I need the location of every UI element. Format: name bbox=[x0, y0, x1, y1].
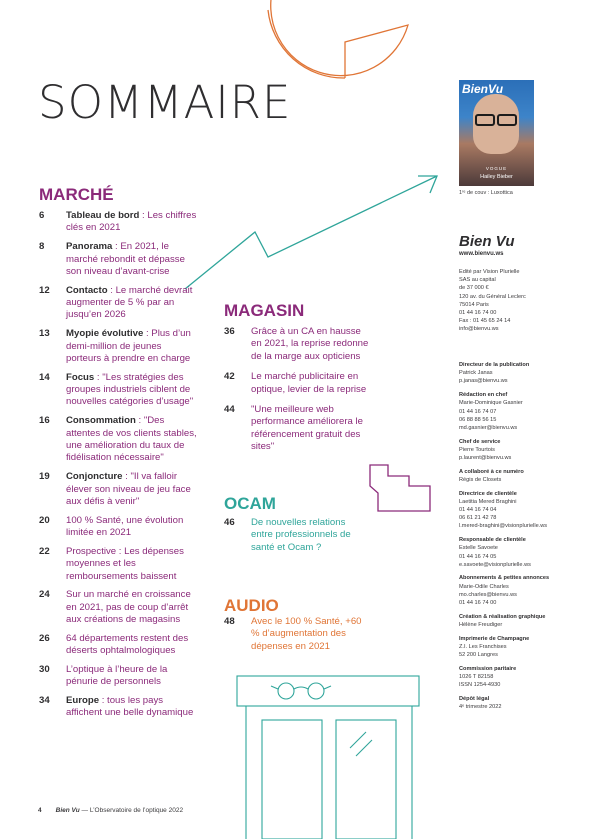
credit-block bbox=[459, 574, 584, 607]
publisher-line: Edité par Vision Plurielle bbox=[459, 269, 520, 275]
toc-entry bbox=[39, 241, 199, 278]
credit-line: 01 44 16 74 07 bbox=[459, 408, 497, 415]
toc-entry bbox=[39, 415, 199, 465]
credit-line: 06 88 88 56 15 bbox=[459, 416, 497, 423]
toc-entry bbox=[39, 633, 199, 658]
credit-heading: Responsable de clientèle bbox=[459, 537, 526, 544]
toc-entry-text: L’optique à l’heure de la pénurie de personnels bbox=[66, 663, 168, 688]
shop-front-illustration bbox=[237, 676, 419, 839]
credit-heading: Abonnements & petites annonces bbox=[459, 575, 550, 582]
toc-entry bbox=[224, 371, 374, 396]
toc-page-number: 26 bbox=[39, 632, 50, 644]
credit-line: Régis de Closets bbox=[459, 476, 502, 483]
marche-toc bbox=[39, 210, 199, 726]
toc-page-number: 48 bbox=[224, 616, 235, 627]
green-trend-arrow bbox=[185, 176, 437, 289]
toc-entry-keyword: Europe bbox=[66, 694, 100, 706]
toc-page-number: 16 bbox=[39, 415, 50, 427]
toc-page-number: 13 bbox=[39, 328, 50, 340]
credit-heading: Rédaction en chef bbox=[459, 392, 508, 399]
toc-entry-text: Grâce à un CA en hausse en 2021, la reprise redonne de la marge aux opticiens bbox=[251, 326, 369, 362]
toc-entry bbox=[39, 664, 199, 689]
cover-glasses-icon bbox=[471, 114, 521, 126]
toc-page-number: 30 bbox=[39, 663, 50, 675]
orange-arc-shape bbox=[271, 0, 408, 78]
toc-entry bbox=[39, 546, 199, 583]
purple-staircase-shape bbox=[370, 465, 430, 511]
toc-entry-text: : "Des attentes de vos clients stables, une amélioration du taux de fidélisation nécessaire" bbox=[66, 415, 197, 464]
publisher-line: 01 44 16 74 00 bbox=[459, 310, 497, 317]
credit-line: 1026 T 82158 bbox=[459, 674, 494, 680]
toc-entry bbox=[224, 404, 374, 454]
toc-entry bbox=[39, 515, 199, 540]
toc-entry-keyword: Conjoncture bbox=[66, 471, 123, 483]
toc-entry bbox=[39, 285, 199, 322]
toc-entry bbox=[224, 326, 374, 363]
publisher-line: 75014 Paris bbox=[459, 301, 489, 308]
cover-model-name: Hailey Bieber bbox=[480, 174, 513, 180]
toc-page-number: 34 bbox=[39, 694, 50, 706]
credit-line: Pierre Tourtois bbox=[459, 446, 495, 453]
credit-line: Patrick Janas bbox=[459, 370, 493, 377]
toc-entry bbox=[224, 517, 369, 554]
credit-heading: Dépôt légal bbox=[459, 695, 490, 702]
toc-entry-text: Prospective : Les dépenses moyennes et les remboursements baissent bbox=[66, 545, 184, 582]
credit-line: Marie-Dominique Gasnier bbox=[459, 400, 523, 407]
magasin-toc bbox=[224, 326, 374, 462]
toc-entry-text: Avec le 100 % Santé, +60 % d’augmentation des dépenses en 2021 bbox=[251, 616, 362, 652]
toc-entry bbox=[39, 695, 199, 720]
credit-line: 01 44 16 74 05 bbox=[459, 553, 497, 560]
section-heading-audio: AUDIO bbox=[224, 596, 279, 615]
toc-page-number: 42 bbox=[224, 371, 235, 383]
toc-page-number: 19 bbox=[39, 471, 50, 483]
publisher-info bbox=[459, 268, 584, 334]
publisher-line: 120 av. du Général Leclerc bbox=[459, 293, 526, 300]
publisher-line: Fax : 01 45 65 24 14 bbox=[459, 318, 511, 325]
toc-entry-text: : "Il va falloir élever son niveau de jeu face aux défis à venir" bbox=[66, 471, 191, 507]
toc-entry-keyword: Panorama bbox=[66, 241, 113, 253]
credit-block bbox=[459, 536, 584, 569]
credit-block bbox=[459, 391, 584, 432]
credit-block bbox=[459, 665, 584, 690]
toc-page-number: 46 bbox=[224, 517, 235, 528]
glasses-icon-left bbox=[278, 683, 294, 699]
credit-line: 06 61 21 42 78 bbox=[459, 515, 497, 522]
toc-entry-text: : tous les pays affichent une belle dynamique bbox=[66, 694, 194, 719]
credit-line: p.janas@bienvu.ws bbox=[459, 378, 508, 385]
toc-entry-keyword: Focus bbox=[66, 371, 95, 383]
toc-entry bbox=[39, 328, 199, 365]
credit-line: Estelle Savoete bbox=[459, 545, 498, 552]
toc-entry-keyword: Consommation bbox=[66, 415, 136, 427]
toc-page-number: 12 bbox=[39, 284, 50, 296]
toc-entry-text: : Le marché devrait augmenter de 5 % par an jusqu’en 2026 bbox=[66, 284, 193, 321]
page-footer bbox=[38, 807, 183, 814]
toc-entry-keyword: Contacto bbox=[66, 284, 108, 296]
credit-block bbox=[459, 468, 584, 484]
credit-heading: Chef de service bbox=[459, 438, 501, 445]
audio-toc bbox=[224, 616, 369, 661]
toc-entry-text: Le marché publicitaire en optique, levier de la reprise bbox=[251, 371, 367, 395]
credit-heading: Directeur de la publication bbox=[459, 362, 530, 368]
credit-block bbox=[459, 635, 584, 660]
toc-entry-text: : "Les stratégies des groupes industriels ciblent de nouvelles catégories d’usage" bbox=[66, 371, 194, 408]
glasses-icon-right bbox=[308, 683, 324, 699]
toc-entry-text: "Une meilleure web performance améliorera le référencement gratuit des sites" bbox=[251, 404, 363, 453]
credit-line: mo.charles@bienvu.ws bbox=[459, 591, 517, 598]
page-number: 4 bbox=[38, 807, 42, 814]
toc-page-number: 36 bbox=[224, 326, 235, 337]
bienvu-logo: Bien Vu bbox=[459, 233, 515, 250]
toc-entry-text: De nouvelles relations entre professionnels de santé et Ocam ? bbox=[251, 517, 351, 553]
toc-entry-text: 100 % Santé, une évolution limitée en 2021 bbox=[66, 514, 184, 539]
website-url: www.bienvu.ws bbox=[459, 251, 504, 257]
toc-page-number: 44 bbox=[224, 404, 235, 416]
credit-heading: A collaboré à ce numéro bbox=[459, 468, 524, 475]
footer-text: — L’Observatoire de l’optique 2022 bbox=[79, 807, 184, 814]
publisher-line: info@bienvu.ws bbox=[459, 326, 499, 333]
section-heading-magasin: MAGASIN bbox=[224, 301, 305, 320]
publisher-line: de 37 000 € bbox=[459, 285, 489, 292]
toc-page-number: 20 bbox=[39, 514, 50, 526]
cover-credit: 1ʳᵉ de couv : Luxottica bbox=[459, 190, 513, 196]
toc-entry-text: 64 départements restent des déserts ophtalmologiques bbox=[66, 632, 189, 657]
credit-line: 01 44 16 74 04 bbox=[459, 507, 497, 514]
toc-entry-text: : Les chiffres clés en 2021 bbox=[66, 210, 197, 234]
toc-page-number: 6 bbox=[39, 210, 45, 221]
toc-entry bbox=[39, 471, 199, 508]
toc-entry bbox=[39, 210, 199, 235]
credit-line: Laetitia Mered Braghini bbox=[459, 498, 517, 505]
section-heading-ocam: OCAM bbox=[224, 494, 276, 513]
credit-line: ISSN 1254-4930 bbox=[459, 682, 501, 689]
credit-heading: Directrice de clientèle bbox=[459, 490, 517, 497]
credit-line: Z.I. Les Franchises bbox=[459, 643, 507, 650]
cover-brand: VOGUE bbox=[485, 166, 508, 171]
credit-line: 52 200 Langres bbox=[459, 652, 498, 659]
credit-heading: Création & réalisation graphique bbox=[459, 613, 546, 620]
toc-page-number: 24 bbox=[39, 589, 50, 601]
toc-page-number: 22 bbox=[39, 545, 50, 557]
toc-entry-keyword: Myopie évolutive bbox=[66, 328, 144, 340]
credit-block bbox=[459, 695, 584, 711]
toc-entry-keyword: Tableau de bord bbox=[66, 210, 140, 221]
toc-entry-text: : En 2021, le marché rebondit et dépasse son niveau d’avant-crise bbox=[66, 241, 185, 277]
toc-page-number: 8 bbox=[39, 241, 45, 253]
cover-logo: BienVu bbox=[462, 82, 504, 96]
credit-heading: Commission paritaire bbox=[459, 665, 517, 672]
credit-block bbox=[459, 361, 584, 386]
toc-entry bbox=[39, 372, 199, 409]
credit-line: p.laurent@bienvu.ws bbox=[459, 455, 512, 462]
credit-line: Hélène Freudiger bbox=[459, 621, 503, 628]
publisher-line: SAS au capital bbox=[459, 277, 496, 284]
page-title: SOMMAIRE bbox=[38, 76, 292, 129]
credit-line: e.savoete@visionplurielle.ws bbox=[459, 561, 531, 568]
toc-page-number: 14 bbox=[39, 371, 50, 383]
credit-block bbox=[459, 438, 584, 463]
footer-logo: Bien Vu bbox=[55, 807, 80, 814]
toc-entry bbox=[39, 589, 199, 626]
credit-line: l.mered-braghini@visionplurielle.ws bbox=[459, 523, 548, 530]
masthead-credits bbox=[459, 361, 584, 717]
toc-entry-text: : Plus d’un demi-million de jeunes porteurs à prendre en charge bbox=[66, 328, 191, 364]
orange-arc-inner bbox=[268, 10, 345, 78]
section-heading-marche: MARCHÉ bbox=[39, 185, 114, 204]
toc-entry-text: Sur un marché en croissance en 2021, pas de coup d’arrêt aux créations de magasins bbox=[66, 589, 191, 626]
magazine-cover-image bbox=[459, 80, 534, 186]
credit-line: Marie-Odile Charles bbox=[459, 583, 509, 590]
credit-heading: Imprimerie de Champagne bbox=[459, 635, 530, 642]
credit-block bbox=[459, 613, 584, 629]
credit-block bbox=[459, 490, 584, 531]
credit-line: 01 44 16 74 00 bbox=[459, 600, 497, 607]
toc-entry bbox=[224, 616, 369, 653]
green-arrow-head bbox=[418, 176, 437, 193]
credit-line: md.gasnier@bienvu.ws bbox=[459, 424, 518, 431]
credit-line: 4ᵉ trimestre 2022 bbox=[459, 704, 502, 711]
ocam-toc bbox=[224, 517, 369, 562]
